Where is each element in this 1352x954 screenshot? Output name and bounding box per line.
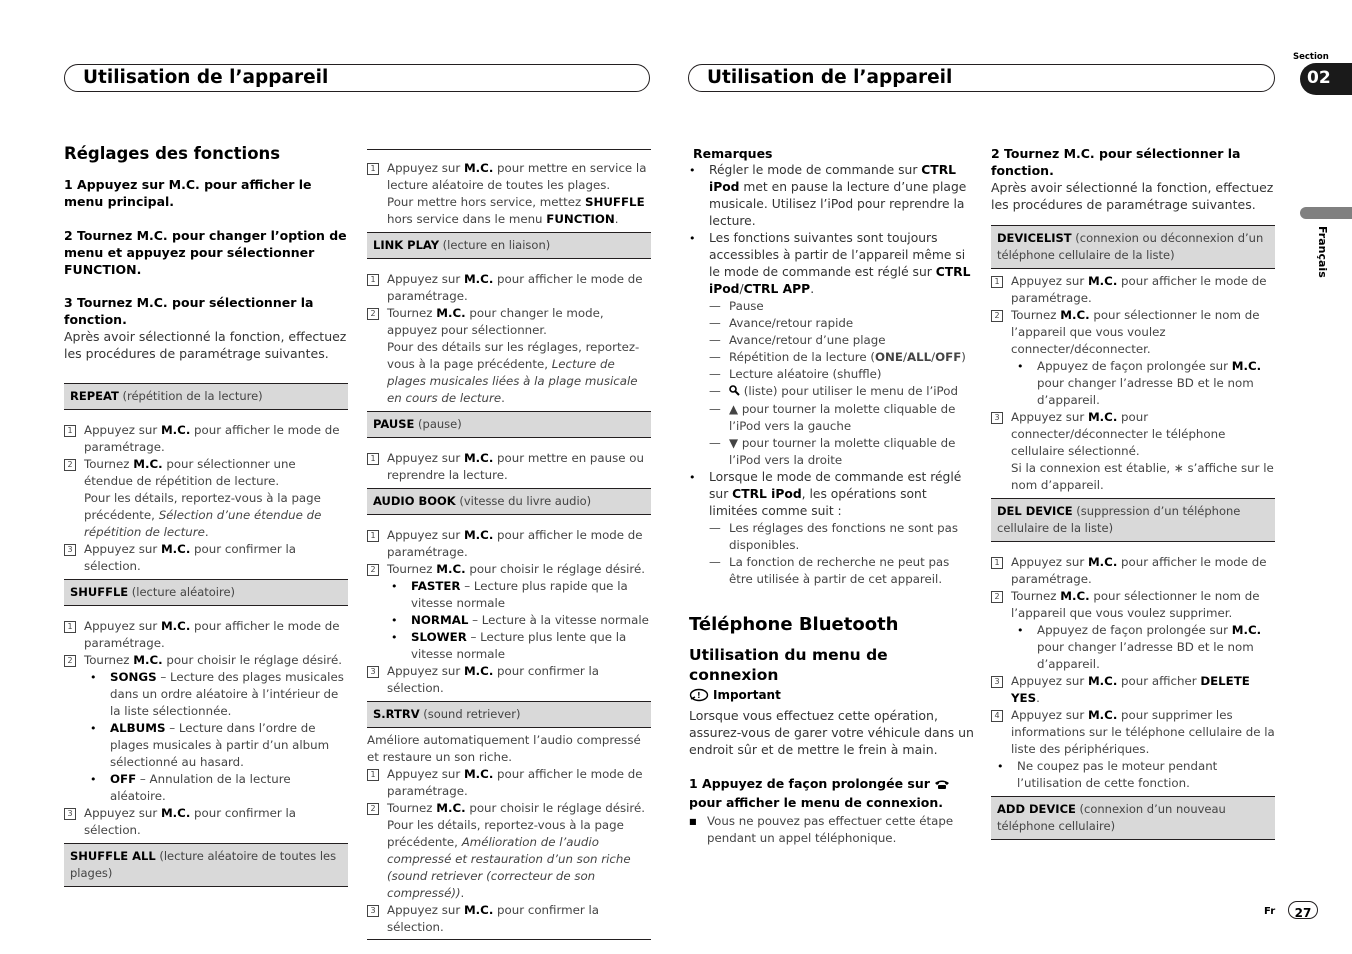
section-number-badge <box>1300 63 1352 95</box>
column-4 <box>991 145 1275 840</box>
shuffle-songs: • SONGS – Lecture des plages musicales dans un ordre aléatoire à l’intérieur de la liste sélectionnée. <box>90 670 344 718</box>
shuffle-all-bar <box>64 843 348 887</box>
link-step-1: 1 Appuyez sur M.C. pour afficher le mode de paramétrage. <box>367 271 651 305</box>
dash-9: — Les réglages des fonctions ne sont pas disponibles. <box>709 521 959 552</box>
audio-step-2: 2 Tournez M.C. pour choisir le réglage désiré. <box>367 561 651 578</box>
shuffle-all-title: SHUFFLE ALL <box>70 849 156 863</box>
dash-6: — (liste) pour utiliser le menu de l’iPod <box>709 383 974 401</box>
shuffle-title: SHUFFLE <box>70 585 129 599</box>
pause-bar: PAUSE (pause) <box>367 411 651 438</box>
dash-1: — Pause <box>709 299 764 313</box>
shuffle-sub: (lecture aléatoire) <box>128 585 236 599</box>
step-1: 1 Appuyez sur M.C. pour afficher le menu principal. <box>64 177 312 209</box>
page-number-badge <box>1288 901 1318 919</box>
del-step-1: 1 Appuyez sur M.C. pour afficher le mode de paramétrage. <box>991 554 1275 588</box>
link-play-bar: LINK PLAY (lecture en liaison) <box>367 232 651 259</box>
remarks-heading: Remarques <box>693 146 773 161</box>
del-device-bar: DEL DEVICE (suppression d’un téléphone cellulaire de la liste) <box>991 498 1275 542</box>
functions-heading: Réglages des fonctions <box>64 144 281 163</box>
page-number: 27 <box>1294 906 1312 920</box>
audio-faster: • FASTER – Lecture plus rapide que la vitesse normale <box>391 579 628 610</box>
del-step-2: 2 Tournez M.C. pour sélectionner le nom de l’appareil que vous voulez supprimer. <box>991 588 1275 622</box>
left-header-title: Utilisation de l’appareil <box>83 67 329 88</box>
repeat-title: REPEAT <box>70 389 119 403</box>
repeat-bar <box>64 383 348 410</box>
footer-lang: Fr <box>1264 906 1276 917</box>
audio-normal: • NORMAL – Lecture à la vitesse normale <box>391 613 649 627</box>
srtrv-bar: S.RTRV (sound retriever) <box>367 701 651 728</box>
bluetooth-heading: Téléphone Bluetooth <box>689 614 899 635</box>
search-icon <box>729 384 740 401</box>
shuffle-all-step-1: 1 Appuyez sur M.C. pour mettre en service la lecture aléatoire de toutes les plages. Pour mettre hors service, mettez SHUFFLE hors service dans le menu FUNCTION. <box>367 160 651 228</box>
dash-7: — ▲ pour tourner la molette cliquable de l’iPod vers la gauche <box>709 402 956 433</box>
phone-icon <box>934 777 950 794</box>
dash-3: — Avance/retour d’une plage <box>709 333 886 347</box>
dash-8: — ▼ pour tourner la molette cliquable de l’iPod vers la droite <box>709 436 956 467</box>
shuffle-step-1: 1 Appuyez sur M.C. pour afficher le mode de paramétrage. <box>64 618 348 652</box>
important-text: Lorsque vous effectuez cette opération, assurez-vous de garer votre véhicule dans un endroit sûr et de mettre le frein à main. <box>689 708 974 757</box>
srtrv-desc: Améliore automatiquement l’audio compressé et restaure un son riche. <box>367 733 641 764</box>
devlist-bullet: • Appuyez de façon prolongée sur M.C. pour changer l’adresse BD et le nom d’appareil. <box>1017 359 1262 407</box>
del-bullet: • Appuyez de façon prolongée sur M.C. pour changer l’adresse BD et le nom d’appareil. <box>1017 623 1262 671</box>
devlist-step-2: 2 Tournez M.C. pour sélectionner le nom de l’appareil que vous voulez connecter/déconnecter. <box>991 307 1275 358</box>
del-step-4: 4 Appuyez sur M.C. pour supprimer les informations sur le téléphone cellulaire de la liste des périphériques. <box>991 707 1275 758</box>
important-icon <box>689 688 709 707</box>
devlist-step-3: 3 Appuyez sur M.C. pour connecter/déconnecter le téléphone cellulaire sélectionné. Si la connexion est établie, ∗ s’affiche sur le nom d’appareil. <box>991 409 1275 494</box>
shuffle-bar <box>64 579 348 606</box>
dash-10: — La fonction de recherche ne peut pas être utilisée à partir de cet appareil. <box>709 555 950 586</box>
right-header-title: Utilisation de l’appareil <box>707 67 953 88</box>
repeat-sub: (répétition de la lecture) <box>118 389 263 403</box>
section-label: Section <box>1293 52 1329 62</box>
svg-text:!: ! <box>697 691 701 700</box>
shuffle-step-3: 3 Appuyez sur M.C. pour confirmer la sélection. <box>64 805 348 839</box>
bottom-rule <box>367 939 651 940</box>
conn-note: ■ Vous ne pouvez pas effectuer cette étape pendant un appel téléphonique. <box>689 814 954 845</box>
conn-step-2-text: Après avoir sélectionné la fonction, effectuez les procédures de paramétrage suivantes. <box>991 180 1274 212</box>
remark-1: • Régler le mode de commande sur CTRL iPod met en pause la lecture d’une plage musicale. Utilisez l’iPod pour reprendre la lecture. <box>689 163 967 228</box>
srtrv-step-2: 2 Tournez M.C. pour choisir le réglage désiré. Pour les détails, reportez-vous à la page précédente, Amélioration de l’audio compressé et restauration d’un son riche (sound retriever (correcteur de son compressé)). <box>367 800 651 902</box>
shuffle-step-2: 2 Tournez M.C. pour choisir le réglage désiré. <box>64 652 348 669</box>
remark-3: • Lorsque le mode de commande est réglé sur CTRL iPod, les opérations sont limitées comme suit : <box>689 470 962 518</box>
step-2: 2 Tournez M.C. pour changer l’option de menu et appuyez pour sélectionner FUNCTION. <box>64 228 347 277</box>
column-2 <box>367 149 651 940</box>
conn-step-1: 1 Appuyez de façon prolongée sur pour afficher le menu de connexion. <box>689 775 974 811</box>
repeat-step-2: 2 Tournez M.C. pour sélectionner une étendue de répétition de lecture. Pour les détails, reportez-vous à la page précédente, Sélection d’une étendue de répétition de lecture. <box>64 456 348 541</box>
devicelist-bar: DEVICELIST (connexion ou déconnexion d’un téléphone cellulaire de la liste) <box>991 225 1275 269</box>
right-header <box>688 64 1275 92</box>
language-tab <box>1300 207 1352 219</box>
step-3-text: Après avoir sélectionné la fonction, effectuez les procédures de paramétrage suivantes. <box>64 329 347 361</box>
srtrv-step-1: 1 Appuyez sur M.C. pour afficher le mode de paramétrage. <box>367 766 651 800</box>
remark-2: • Les fonctions suivantes sont toujours accessibles à partir de l’appareil même si le mode de commande est réglé sur CTRL iPod/CTRL APP. <box>689 231 971 296</box>
column-3 <box>689 145 974 847</box>
language-tab-label: Français <box>1316 226 1329 278</box>
audio-slower: • SLOWER – Lecture plus lente que la vitesse normale <box>391 630 627 661</box>
link-step-2: 2 Tournez M.C. pour changer le mode, appuyez pour sélectionner. Pour des détails sur les réglages, reportez-vous à la page précédente, Lecture de plages musicales liées à la plage musicale en cours de lecture. <box>367 305 651 407</box>
shuffle-albums: • ALBUMS – Lecture dans l’ordre de plages musicales à partir d’un album sélectionné au hasard. <box>90 721 330 769</box>
devlist-step-1: 1 Appuyez sur M.C. pour afficher le mode de paramétrage. <box>991 273 1275 307</box>
audio-book-bar: AUDIO BOOK (vitesse du livre audio) <box>367 488 651 515</box>
conn-step-2: 2 Tournez M.C. pour sélectionner la fonction. <box>991 146 1241 178</box>
pause-step-1: 1 Appuyez sur M.C. pour mettre en pause ou reprendre la lecture. <box>367 450 651 484</box>
del-warning: • Ne coupez pas le moteur pendant l’utilisation de cette fonction. <box>997 759 1218 790</box>
section-number: 02 <box>1307 68 1331 88</box>
dash-2: — Avance/retour rapide <box>709 316 854 330</box>
dash-4: — Répétition de la lecture (ONE/ALL/OFF) <box>709 350 966 364</box>
column-1 <box>64 144 348 887</box>
connection-menu-heading: Utilisation du menu de connexion <box>689 646 888 684</box>
add-device-bar: ADD DEVICE (connexion d’un nouveau téléphone cellulaire) <box>991 796 1275 840</box>
audio-step-3: 3 Appuyez sur M.C. pour confirmer la sélection. <box>367 663 651 697</box>
top-rule <box>367 149 651 150</box>
step-3: 3 Tournez M.C. pour sélectionner la fonction. <box>64 295 314 327</box>
repeat-step-1: 1 Appuyez sur M.C. pour afficher le mode de paramétrage. <box>64 422 348 456</box>
srtrv-step-3: 3 Appuyez sur M.C. pour confirmer la sélection. <box>367 902 651 936</box>
important-label: ! Important <box>689 687 974 707</box>
dash-5: — Lecture aléatoire (shuffle) <box>709 367 882 381</box>
shuffle-off: • OFF – Annulation de la lecture aléatoire. <box>90 772 291 803</box>
audio-step-1: 1 Appuyez sur M.C. pour afficher le mode de paramétrage. <box>367 527 651 561</box>
repeat-step-3: 3 Appuyez sur M.C. pour confirmer la sélection. <box>64 541 348 575</box>
left-header <box>64 64 650 92</box>
del-step-3: 3 Appuyez sur M.C. pour afficher DELETE YES. <box>991 673 1275 707</box>
shuffle-all-sub: (lecture aléatoire de toutes les plages) <box>70 849 337 880</box>
